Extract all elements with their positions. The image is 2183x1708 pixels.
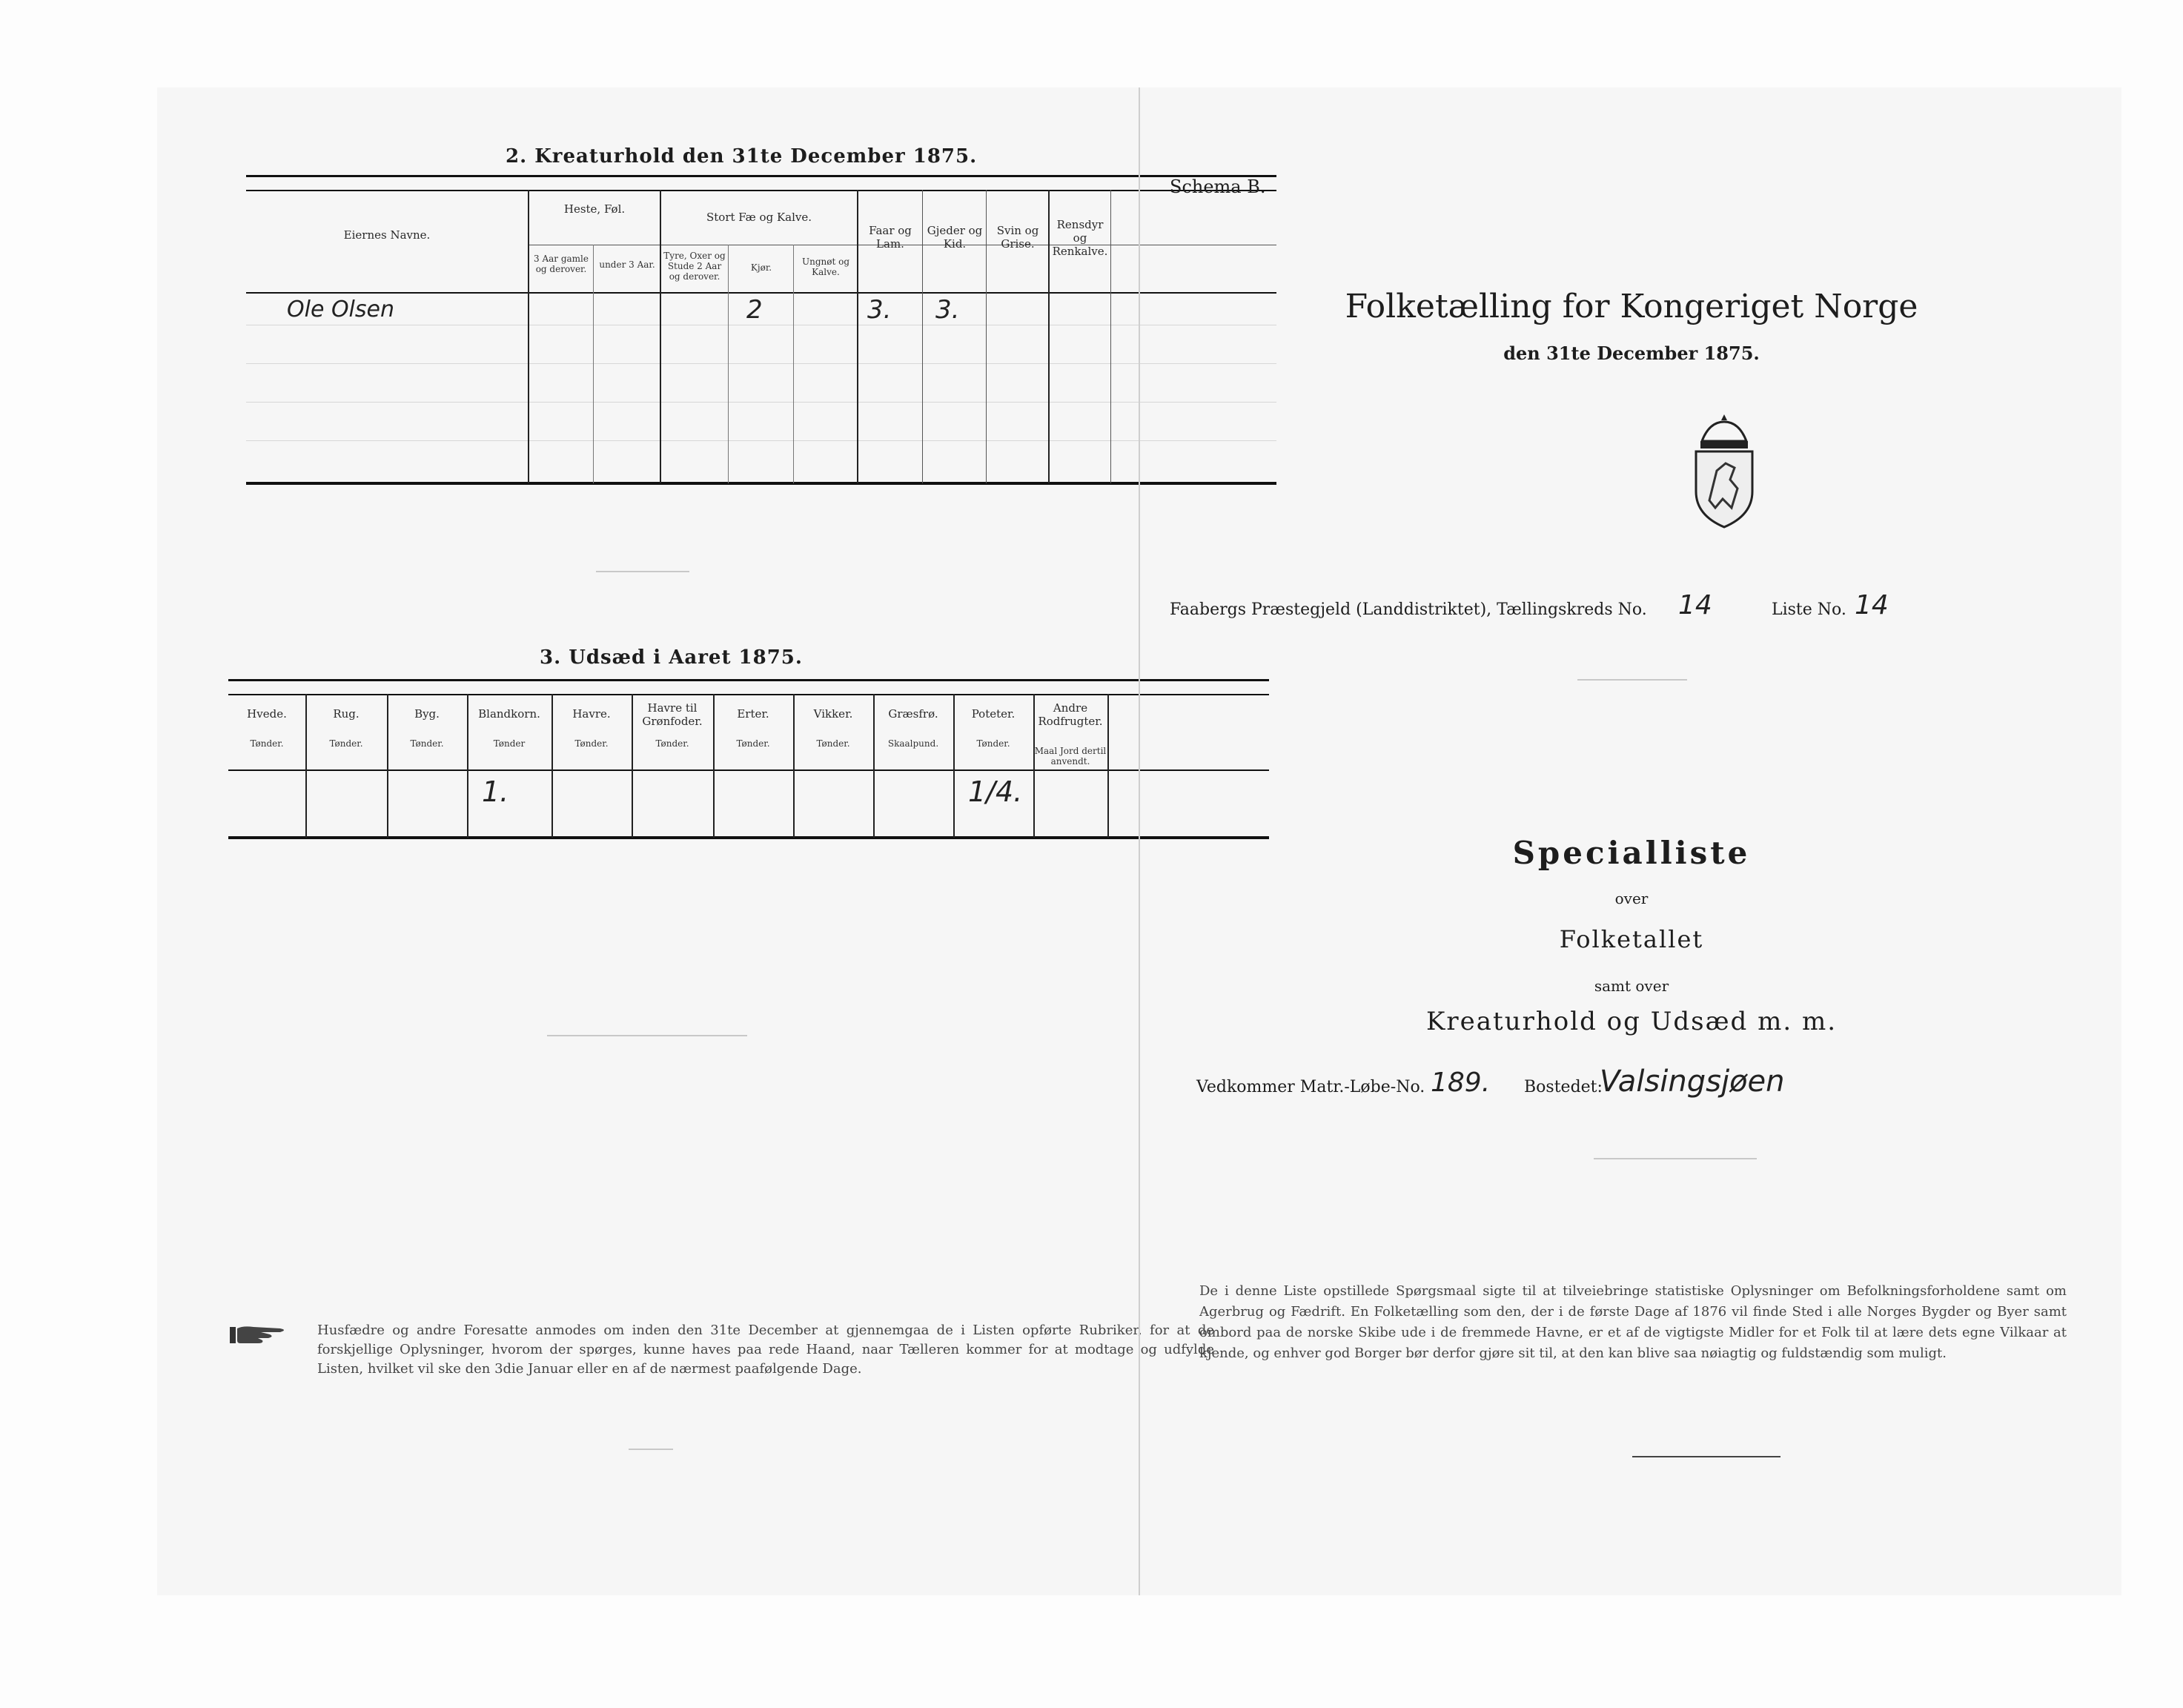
divider-line-2 — [547, 1035, 747, 1036]
folketallet-text: Folketallet — [1559, 925, 1704, 953]
liste-label: Liste No. — [1772, 600, 1846, 619]
col-sheep-header: Faar og Lam. — [869, 224, 912, 251]
pointing-hand-icon — [228, 1321, 289, 1346]
liste-no: 14 — [1855, 590, 1889, 620]
seed-col-name: Blandkorn. — [478, 707, 540, 721]
seed-col-unit: Tønder. — [250, 738, 284, 749]
col-goats-header: Gjeder og Kid. — [927, 224, 983, 251]
gjeder-value: 3. — [935, 295, 960, 325]
bosted-label: Bostedet: — [1524, 1078, 1603, 1096]
col-cattle-sub2: Kjør. — [750, 262, 772, 273]
notice-text: De i denne Liste opstillede Spørgsmaal sigte til at tilveiebringe statistiske Oplysninger om Befolkningsforholdene samt om Agerbrug og Fædrift. En Folketælling som den, der i de første Dage af 1876 vil finde Sted i alle Norges Bygder og Byer samt ombord paa de norske Skibe ude i de fremmede Havne, er et af de vigtigste Midler for et Folk til at lære dets egne Vilkaar at kjende, og enhver god Borger bør derfor gjøre sit til, at den kan blive saa nøiagtig og fuldstændig som muligt. — [1199, 1283, 2067, 1361]
specialliste-title: Specialliste — [1512, 835, 1751, 871]
divider-line — [596, 571, 689, 572]
seed-col-unit: Skaalpund. — [887, 738, 939, 749]
coat-of-arms-icon — [1687, 411, 1761, 530]
schema-label: Schema B. — [1170, 176, 1266, 197]
seed-col-unit: Tønder. — [976, 738, 1010, 749]
seed-col-unit: Maal Jord dertil anvendt. — [1034, 746, 1107, 767]
section2-title: 2. Kreaturhold den 31te December 1875. — [506, 145, 978, 168]
seed-col-value: 1/4. — [968, 775, 1023, 808]
col-cattle-sub3: Ungnøt og Kalve. — [801, 256, 850, 277]
seed-col-unit: Tønder. — [410, 738, 444, 749]
section3-title: 3. Udsæd i Aaret 1875. — [540, 646, 803, 669]
seed-col-unit: Tønder — [493, 738, 526, 749]
seed-col-name: Havre til Grønfoder. — [642, 701, 703, 728]
col-horses-sub1: 3 Aar gamle og derover. — [534, 254, 589, 274]
seed-col-value: 1. — [482, 775, 509, 808]
seed-col-name: Græsfrø. — [888, 707, 938, 721]
matr-no: 189. — [1431, 1068, 1491, 1098]
seed-col-unit: Tønder. — [329, 738, 363, 749]
divider-right-2 — [1594, 1158, 1757, 1159]
kjor-value: 2 — [746, 295, 763, 325]
divider-line-3 — [629, 1449, 673, 1450]
col-owner-header: Eiernes Navne. — [343, 228, 431, 242]
col-cattle-header: Stort Fæ og Kalve. — [706, 211, 812, 224]
matr-label: Vedkommer Matr.-Løbe-No. — [1196, 1078, 1425, 1096]
kreaturhold-text: Kreaturhold og Udsæd m. m. — [1425, 1007, 1837, 1036]
owner-name-handwritten: Ole Olsen — [287, 297, 394, 322]
divider-right-1 — [1577, 679, 1687, 681]
seed-col-name: Poteter. — [971, 707, 1016, 721]
document-sheet — [157, 87, 2121, 1595]
col-reindeer-header: Rensdyr og Renkalve. — [1052, 218, 1108, 258]
faar-value: 3. — [867, 295, 892, 325]
samt-over-text: samt over — [1594, 977, 1669, 995]
seed-col-name: Andre Rodfrugter. — [1038, 701, 1103, 728]
seed-col-name: Erter. — [737, 707, 769, 721]
right-page — [1139, 87, 2123, 1595]
kreds-no: 14 — [1678, 590, 1712, 620]
col-cattle-sub1: Tyre, Oxer og Stude 2 Aar og derover. — [663, 251, 726, 282]
footnote-text: Husfædre og andre Foresatte anmodes om inden den 31te December at gjennemgaa de i Listen opførte Rubriker, for at de forskjellige Oplysninger, hvorom der spørges, kunne haves paa rede Haand, naar Tælleren kommer for at modtage og udfylde Listen, hvilket vil ske den 3die Januar eller en af de nærmest paafølgende Dage. — [317, 1323, 1214, 1377]
col-horses-header: Heste, Føl. — [563, 202, 626, 216]
main-title: Folketælling for Kongeriget Norge — [1345, 288, 1918, 325]
seed-col-unit: Tønder. — [655, 738, 689, 749]
bosted-value: Valsingsjøen — [1600, 1065, 1785, 1099]
seed-col-unit: Tønder. — [736, 738, 770, 749]
seed-col-unit: Tønder. — [574, 738, 609, 749]
seed-col-name: Hvede. — [247, 707, 287, 721]
col-horses-sub2: under 3 Aar. — [599, 259, 655, 270]
bottom-rule — [1632, 1456, 1780, 1457]
seed-col-name: Havre. — [572, 707, 611, 721]
over-text: over — [1614, 890, 1649, 907]
subtitle: den 31te December 1875. — [1503, 342, 1760, 364]
seed-col-name: Rug. — [333, 707, 360, 721]
left-page — [157, 87, 1214, 1595]
seed-col-name: Byg. — [414, 707, 440, 721]
seed-col-name: Vikker. — [813, 707, 853, 721]
district-line: Faabergs Præstegjeld (Landdistriktet), Tællingskreds No. — [1170, 600, 1647, 619]
seed-col-unit: Tønder. — [816, 738, 850, 749]
col-pigs-header: Svin og Grise. — [996, 224, 1039, 251]
